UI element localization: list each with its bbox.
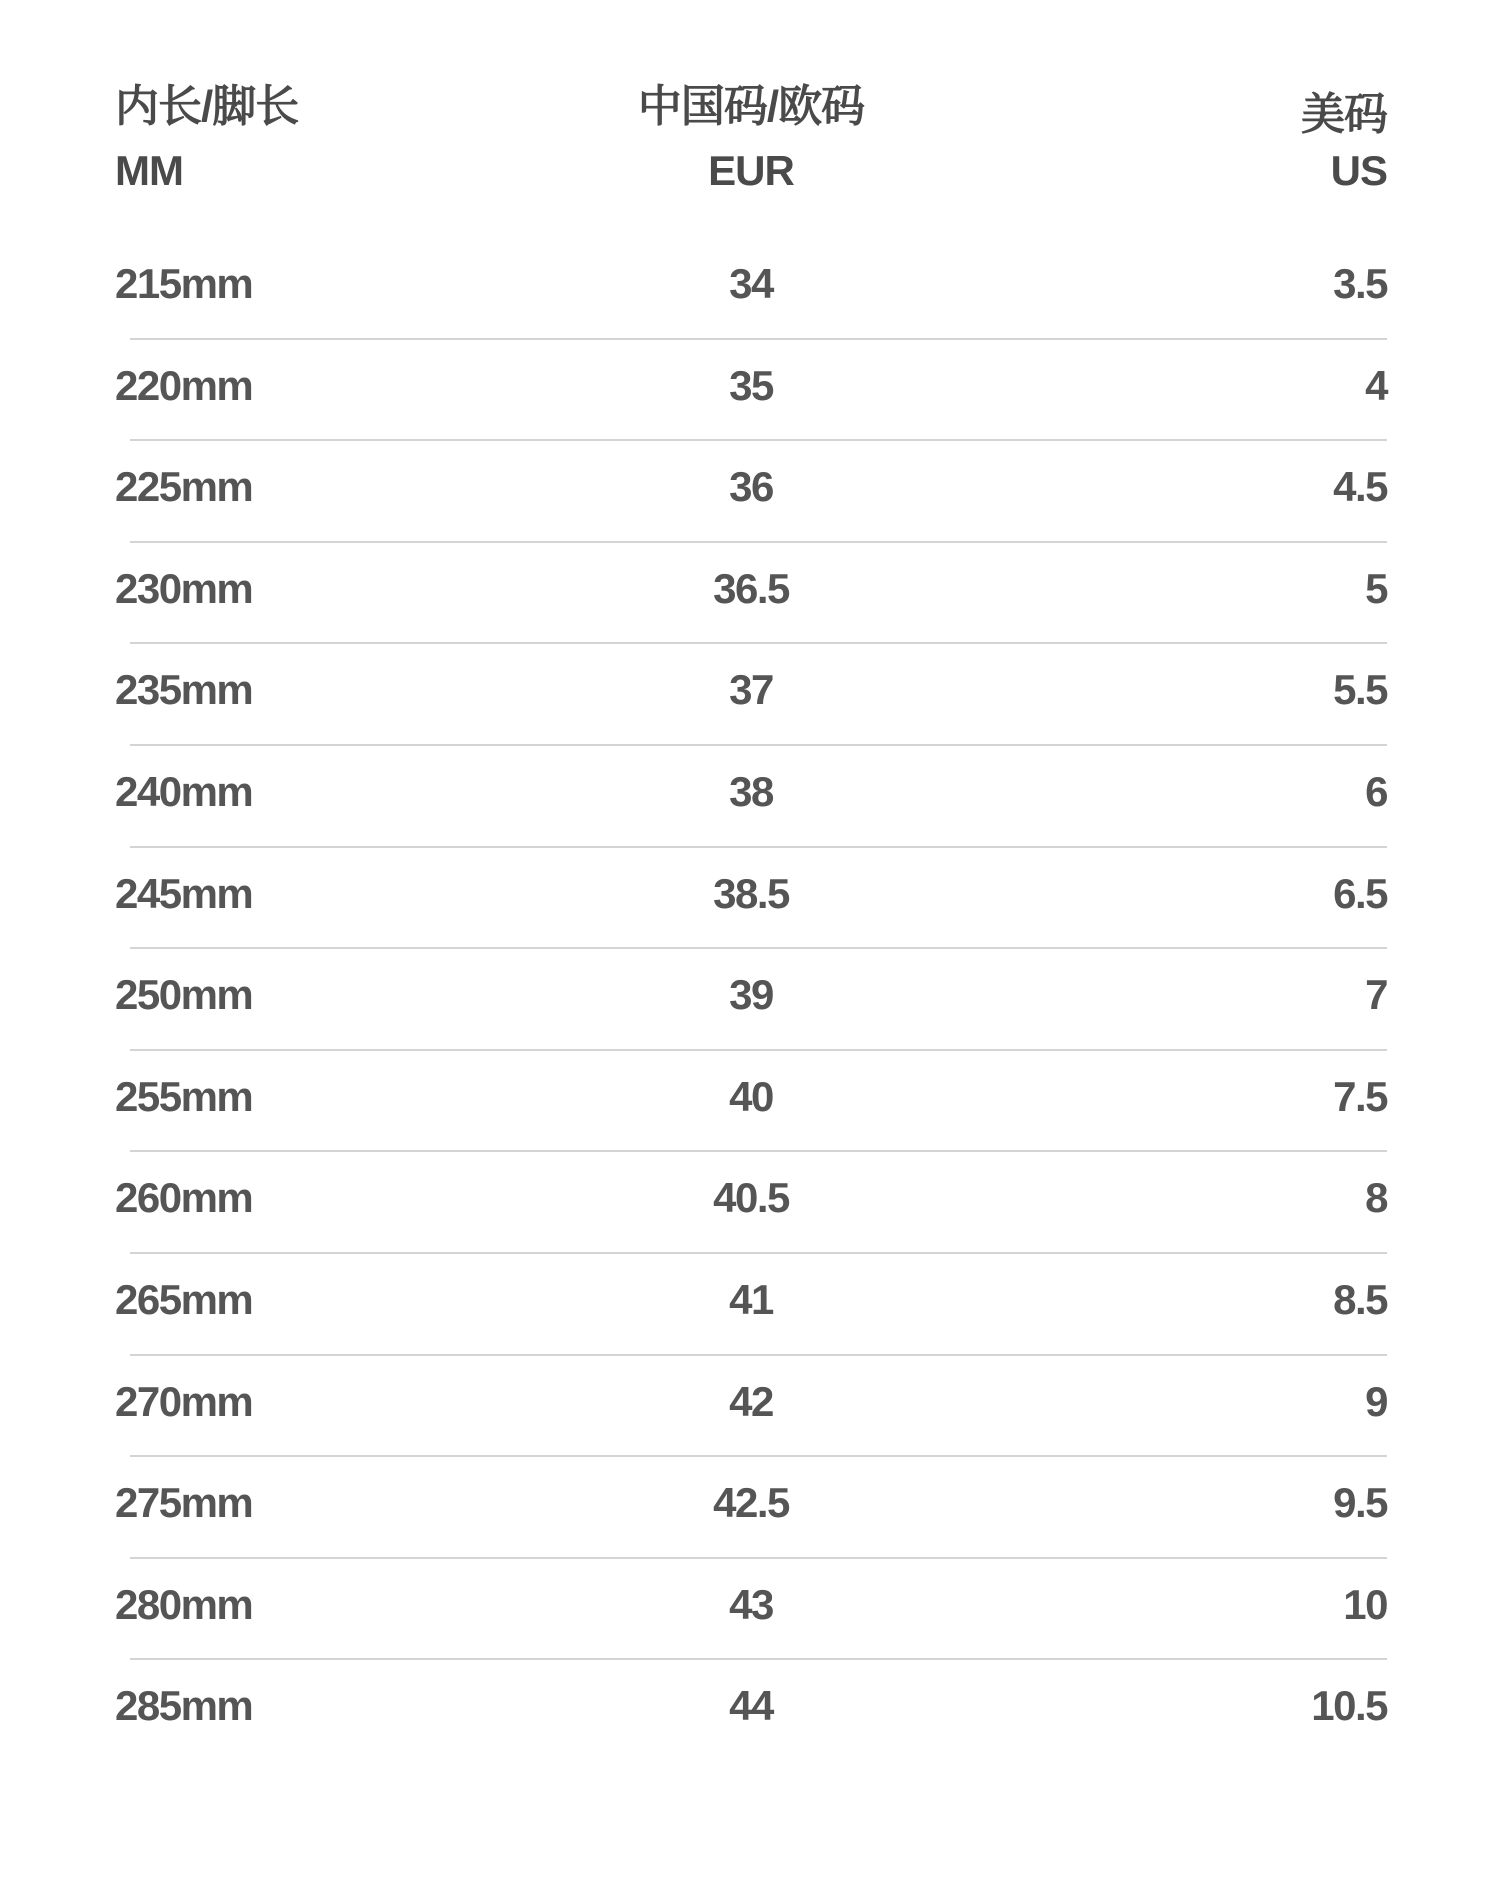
table-row xyxy=(115,1457,1387,1559)
cell-mm: 275mm xyxy=(115,1479,253,1527)
cell-mm: 240mm xyxy=(115,767,253,815)
table-row xyxy=(115,441,1387,543)
cell-mm: 285mm xyxy=(115,1682,253,1730)
cell-mm: 250mm xyxy=(115,971,253,1019)
table-row xyxy=(115,1660,1387,1762)
cell-eur: 36 xyxy=(729,463,773,511)
cell-mm: 235mm xyxy=(115,666,253,714)
cell-us: 5.5 xyxy=(1333,666,1387,714)
cell-us: 6 xyxy=(1365,767,1387,815)
table-row xyxy=(115,1559,1387,1661)
cell-us: 8.5 xyxy=(1333,1275,1387,1323)
cell-eur: 34 xyxy=(729,260,773,307)
table-row xyxy=(115,340,1387,442)
header-eur-english: EUR xyxy=(708,147,794,194)
table-row xyxy=(115,238,1387,340)
header-us-english: US xyxy=(1330,147,1387,194)
cell-us: 4 xyxy=(1365,361,1387,409)
cell-eur: 42 xyxy=(729,1377,773,1425)
cell-mm: 225mm xyxy=(115,463,253,511)
table-row xyxy=(115,1152,1387,1254)
cell-eur: 40.5 xyxy=(713,1174,789,1222)
table-row xyxy=(115,848,1387,950)
cell-mm: 260mm xyxy=(115,1174,253,1222)
header-mm-chinese: 内长/脚长 xyxy=(115,82,299,131)
table-row xyxy=(115,543,1387,645)
table-row xyxy=(115,644,1387,746)
cell-us: 10.5 xyxy=(1311,1682,1387,1730)
cell-us: 3.5 xyxy=(1333,260,1387,307)
header-us-chinese: 美码 xyxy=(1301,90,1387,139)
cell-eur: 38.5 xyxy=(713,869,789,917)
cell-mm: 265mm xyxy=(115,1275,253,1323)
cell-us: 7.5 xyxy=(1333,1072,1387,1120)
cell-us: 9 xyxy=(1365,1377,1387,1425)
cell-eur: 40 xyxy=(729,1072,773,1120)
cell-mm: 255mm xyxy=(115,1072,253,1120)
cell-mm: 245mm xyxy=(115,869,253,917)
cell-eur: 36.5 xyxy=(713,564,789,612)
cell-us: 8 xyxy=(1365,1174,1387,1222)
table-row xyxy=(115,1356,1387,1458)
cell-mm: 270mm xyxy=(115,1377,253,1425)
cell-eur: 43 xyxy=(729,1580,773,1628)
cell-eur: 42.5 xyxy=(713,1479,789,1527)
cell-us: 10 xyxy=(1343,1580,1387,1628)
cell-eur: 39 xyxy=(729,971,773,1019)
cell-mm: 220mm xyxy=(115,361,253,409)
table-row xyxy=(115,949,1387,1051)
header-eur-chinese: 中国码/欧码 xyxy=(637,82,865,131)
cell-eur: 35 xyxy=(729,361,773,409)
cell-us: 4.5 xyxy=(1333,463,1387,511)
table-row xyxy=(115,1051,1387,1153)
cell-mm: 280mm xyxy=(115,1580,253,1628)
cell-eur: 37 xyxy=(729,666,773,714)
cell-mm: 230mm xyxy=(115,564,253,612)
header-mm-english: MM xyxy=(115,147,183,194)
cell-us: 6.5 xyxy=(1333,869,1387,917)
cell-us: 9.5 xyxy=(1333,1479,1387,1527)
cell-mm: 215mm xyxy=(115,260,253,307)
cell-eur: 41 xyxy=(729,1275,773,1323)
table-header xyxy=(115,0,1387,220)
table-row xyxy=(115,746,1387,848)
shoe-size-chart xyxy=(115,0,1387,1730)
cell-us: 5 xyxy=(1365,564,1387,612)
cell-us: 7 xyxy=(1365,971,1387,1019)
table-body xyxy=(115,238,1387,1762)
cell-eur: 38 xyxy=(729,767,773,815)
table-row xyxy=(115,1254,1387,1356)
cell-eur: 44 xyxy=(729,1682,773,1730)
